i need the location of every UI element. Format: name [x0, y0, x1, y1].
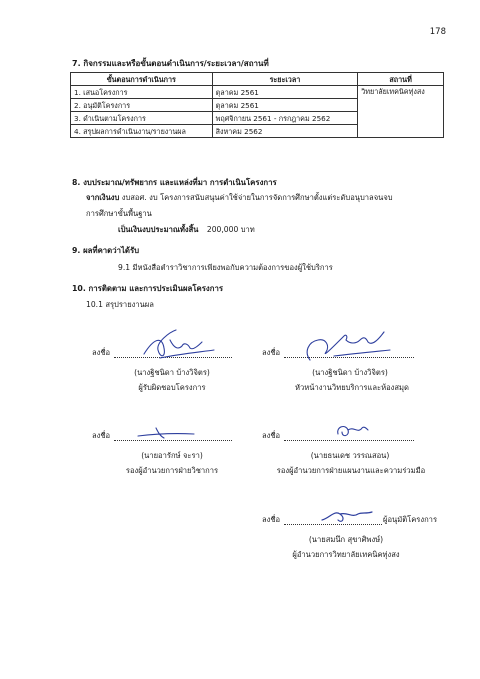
handwritten-signature-icon — [134, 424, 204, 444]
budget-total-value: 200,000 บาท — [206, 225, 255, 234]
signer-name: (นายธนเดช วรรณสอน) — [310, 451, 390, 460]
page-number: 178 — [429, 27, 446, 37]
sign-label: ลงชื่อ — [92, 431, 111, 440]
signature-block-4 — [262, 428, 442, 488]
budget-source-cont: การศึกษาขั้นพื้นฐาน — [86, 209, 152, 218]
handwritten-signature-icon — [300, 326, 400, 366]
sign-label: ลงชื่อ — [262, 348, 281, 357]
period-cell: ตุลาคม 2561 — [212, 86, 358, 99]
signer-title: ผู้อำนวยการวิทยาลัยเทคนิคทุ่งสง — [292, 550, 400, 559]
section-7-heading: 7. กิจกรรมและหรือขั้นตอนดำเนินการ/ระยะเวลา/สถานที่ — [72, 59, 269, 68]
step-cell: 4. สรุปผลการดำเนินงาน/รายงานผล — [71, 125, 213, 138]
sign-label: ลงชื่อ — [262, 515, 281, 524]
expected-result-item: 9.1 มีหนังสือตำราวิชาการเพียงพอกับความต้องการของผู้ใช้บริการ — [118, 263, 333, 272]
period-cell: ตุลาคม 2561 — [212, 99, 358, 112]
signer-title: รองผู้อำนวยการฝ่ายวิชาการ — [125, 466, 219, 475]
sign-label: ลงชื่อ — [262, 431, 281, 440]
step-cell: 2. อนุมัติโครงการ — [71, 99, 213, 112]
step-cell: 1. เสนอโครงการ — [71, 86, 213, 99]
place-cell: วิทยาลัยเทคนิคทุ่งสง — [358, 86, 444, 138]
signer-name: (นางฐิชนิดา บ้างวิจิตร) — [312, 368, 388, 377]
signature-block-3 — [92, 428, 272, 488]
signer-name: (นางฐิชนิดา บ้างวิจิตร) — [134, 368, 210, 377]
signature-block-5 — [262, 512, 462, 572]
handwritten-signature-icon — [332, 422, 372, 442]
step-cell: 3. ดำเนินตามโครงการ — [71, 112, 213, 125]
period-cell: พฤศจิกายน 2561 - กรกฎาคม 2562 — [212, 112, 358, 125]
period-cell: สิงหาคม 2562 — [212, 125, 358, 138]
section-10-heading: 10. การติดตาม และการประเมินผลโครงการ — [72, 284, 224, 293]
signer-name: (นายสมนึก สุขาศิพงษ์) — [308, 535, 384, 544]
budget-source — [86, 193, 393, 202]
signer-title: หัวหน้างานวิทยบริการและห้องสมุด — [295, 383, 409, 392]
approver-suffix: ผู้อนุมัติโครงการ — [383, 515, 438, 524]
handwritten-signature-icon — [318, 504, 378, 528]
section-8-heading: 8. งบประมาณ/ทรัพยากร และแหล่งที่มา การดำเนินโครงการ — [72, 178, 277, 187]
budget-source-label: จากเงินงบ — [86, 193, 120, 202]
table-row — [71, 86, 444, 99]
signature-block-1 — [92, 340, 272, 400]
table-header-row — [71, 73, 444, 86]
budget-source-value: งบสอศ. งบ โครงการสนับสนุนค่าใช้จ่ายในการจัดการศึกษาตั้งแต่ระดับอนุบาลจนจบ — [121, 193, 393, 202]
header-place: สถานที่ — [358, 73, 444, 86]
handwritten-signature-icon — [140, 328, 220, 362]
signature-block-2 — [262, 340, 442, 400]
signer-name: (นายอารักษ์ จะรา) — [141, 451, 203, 460]
sign-label: ลงชื่อ — [92, 348, 111, 357]
header-step: ขั้นตอนการดำเนินการ — [71, 73, 213, 86]
budget-total-label: เป็นเงินงบประมาณทั้งสิ้น — [118, 225, 199, 234]
budget-total — [118, 225, 255, 234]
section-9-heading: 9. ผลที่คาดว่าได้รับ — [72, 246, 140, 255]
schedule-table — [70, 72, 444, 138]
header-period: ระยะเวลา — [212, 73, 358, 86]
evaluation-item: 10.1 สรุปรายงานผล — [86, 300, 154, 309]
signer-title: รองผู้อำนวยการฝ่ายแผนงานและความร่วมมือ — [276, 466, 426, 475]
signer-title: ผู้รับผิดชอบโครงการ — [138, 383, 206, 392]
